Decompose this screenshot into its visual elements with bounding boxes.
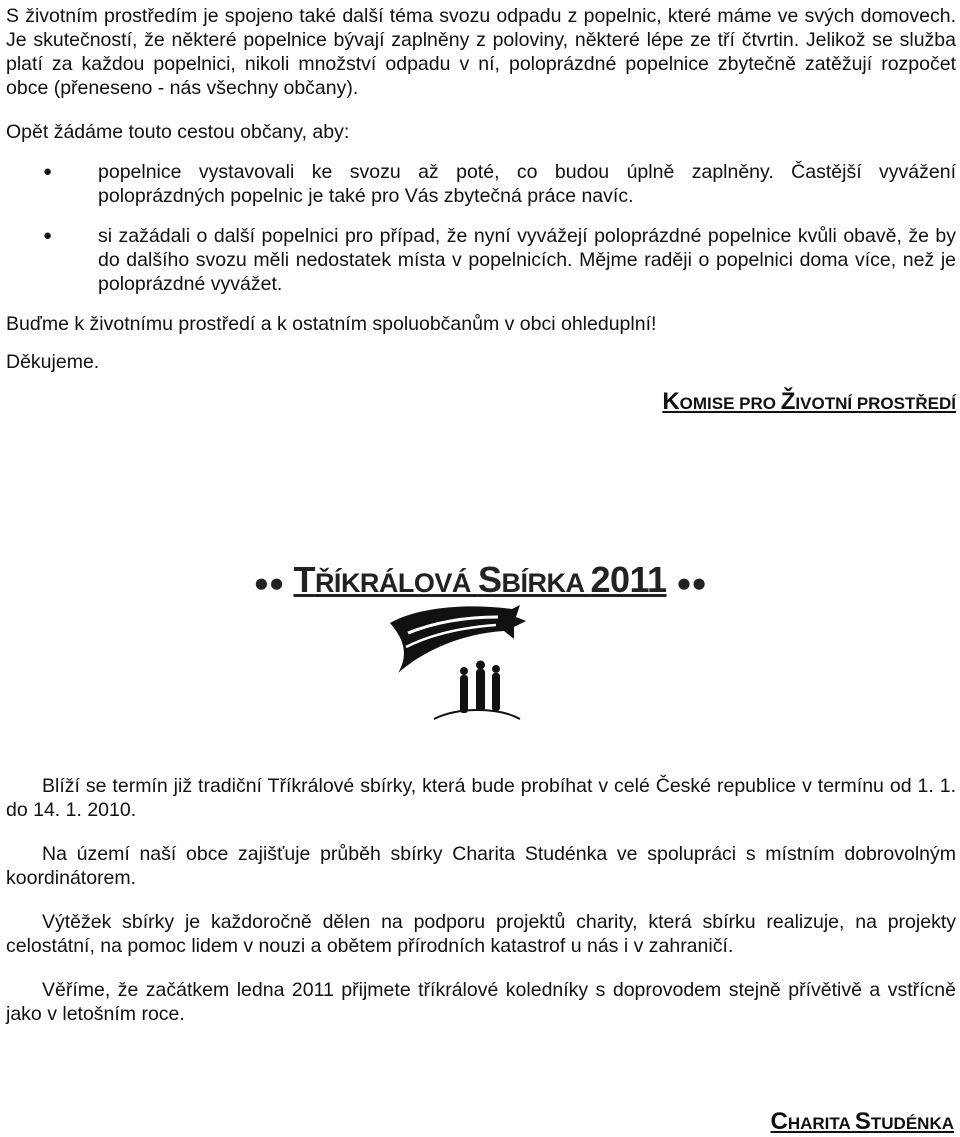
list-item	[6, 160, 956, 208]
bullet-icon: ●	[43, 163, 53, 180]
sbirka-paragraph: Věříme, že začátkem ledna 2011 přijmete tříkrálové koledníky s doprovodem stejně přívětivě a vstřícně jako v letošním roce.	[6, 979, 956, 1025]
title-part: ŘÍKRÁLOVÁ	[314, 568, 478, 598]
title-initial: S	[477, 559, 502, 600]
sbirka-signature	[770, 1110, 954, 1136]
decoration-dots-icon: ●●	[676, 567, 707, 598]
sbirka-section	[6, 774, 956, 1046]
title-year: 2011	[590, 559, 667, 600]
decoration-dots-icon: ●●	[253, 567, 284, 598]
three-kings-star-icon	[388, 603, 528, 743]
bullet-text: si zažádali o další popelnici pro případ, že nyní vyvážejí poloprázdné popelnice kvůli obavě, že by do dalšího svozu měli nedostatek místa v popelnicích. Mějme raději o popelnici doma více, než je poloprázdné vyvážet.	[98, 225, 956, 295]
title-initial: T	[293, 559, 315, 600]
waste-signature	[6, 390, 956, 416]
waste-bullet-list	[6, 160, 956, 296]
waste-appeal: Buďme k životnímu prostředí a k ostatním spoluobčanům v obci ohleduplní!	[6, 313, 657, 335]
sbirka-heading	[0, 558, 960, 605]
bullet-icon: ●	[43, 227, 53, 244]
list-item	[6, 224, 956, 296]
signature-initial: C	[770, 1108, 788, 1135]
signature-part: OMISE PRO	[679, 394, 781, 413]
title-part: BÍRKA	[501, 568, 591, 598]
signature-initial: S	[854, 1108, 871, 1135]
signature-initial: Ž	[780, 388, 796, 415]
sbirka-paragraph: Blíží se termín již tradiční Tříkrálové sbírky, která bude probíhat v celé České republice v termínu od 1. 1. do 14. 1. 2010.	[6, 775, 956, 821]
waste-thanks: Děkujeme.	[6, 351, 100, 373]
waste-section	[6, 4, 956, 416]
bullet-text: popelnice vystavovali ke svozu až poté, co budou úplně zaplněny. Častější vyvážení poloprázdných popelnic je také pro Vás zbytečná práce navíc.	[98, 161, 956, 207]
sbirka-title	[293, 559, 666, 600]
signature-part: TUDÉNKA	[870, 1114, 954, 1133]
waste-intro-paragraph: S životním prostředím je spojeno také další téma svozu odpadu z popelnic, které máme ve svých domovech. Je skutečností, že některé popelnice bývají zaplněny z poloviny, některé lépe ze tří čtvrtin. Jelikož se služba platí za každou popelnici, nikoli množství odpadu v ní, poloprázdné popelnice zbytečně zatěžují rozpočet obce (přeneseno - nás všechny občany).	[6, 5, 956, 99]
signature-initial: K	[662, 388, 680, 415]
signature-part: HARITA	[787, 1114, 855, 1133]
waste-request-line: Opět žádáme touto cestou občany, aby:	[6, 121, 350, 143]
signature-part: IVOTNÍ PROSTŘEDÍ	[795, 394, 956, 413]
sbirka-paragraph: Na území naší obce zajišťuje průběh sbírky Charita Studénka ve spolupráci s místním dobrovolným koordinátorem.	[6, 843, 956, 889]
sbirka-paragraph: Výtěžek sbírky je každoročně dělen na podporu projektů charity, která sbírku realizuje, na projekty celostátní, na pomoc lidem v nouzi a obětem přírodních katastrof u nás i v zahraničí.	[6, 911, 956, 957]
